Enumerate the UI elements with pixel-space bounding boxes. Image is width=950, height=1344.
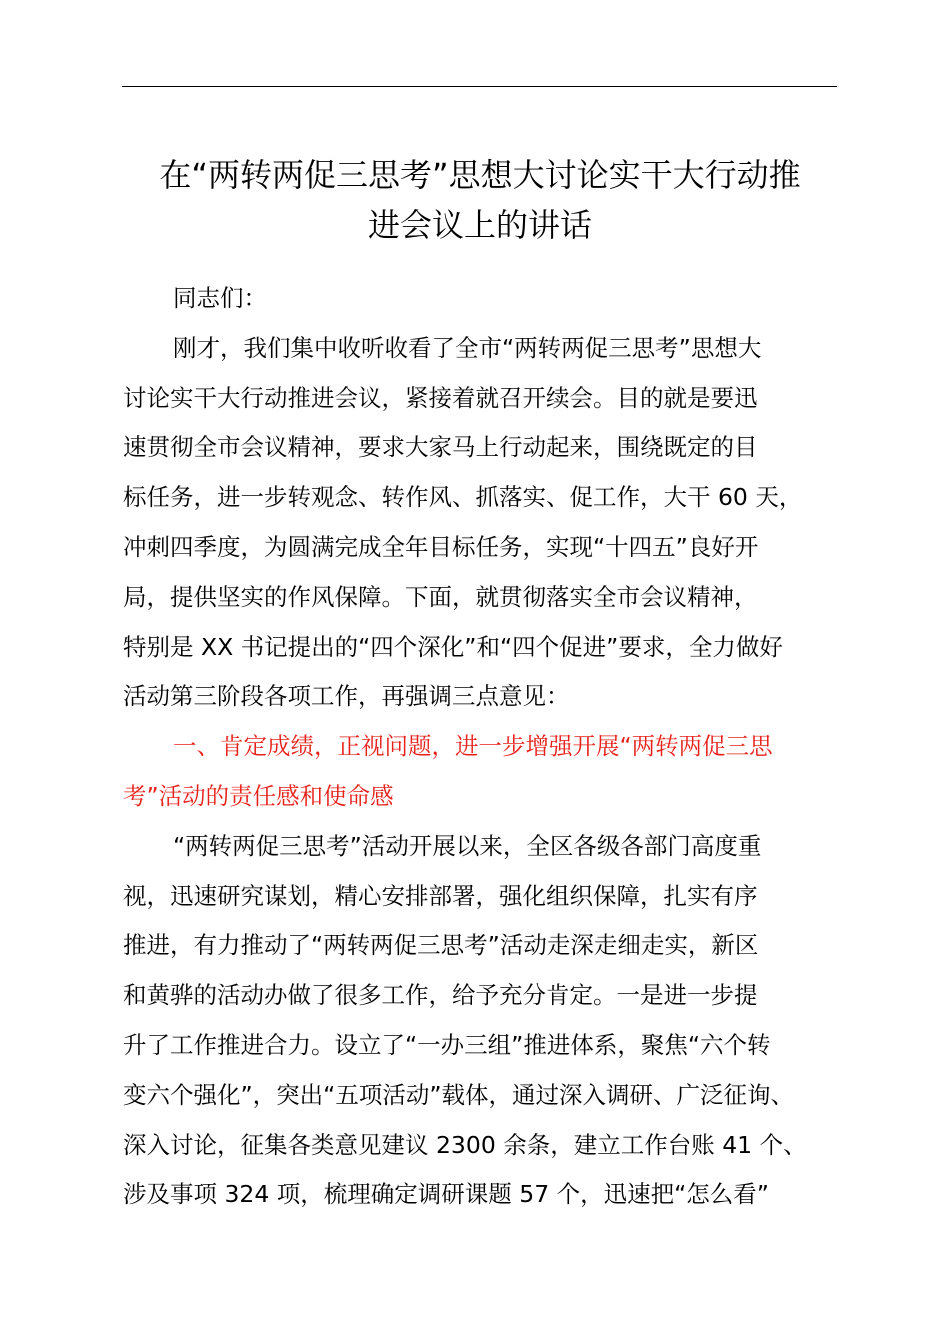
- paragraph-line: 推进，有力推动了“两转两促三思考”活动走深走细走实，新区: [123, 931, 759, 960]
- paragraph-line: 深入讨论，征集各类意见建议 2300 余条，建立工作台账 41 个、: [123, 1130, 807, 1159]
- paragraph-line: 视，迅速研究谋划，精心安排部署，强化组织保障，扎实有序: [123, 881, 758, 910]
- document-body: [123, 274, 843, 1220]
- paragraph-line: 冲刺四季度，为圆满完成全年目标任务，实现“十四五”良好开: [123, 532, 759, 561]
- paragraph-line: “两转两促三思考”活动开展以来，全区各级各部门高度重: [173, 831, 762, 860]
- paragraph-line: 讨论实干大行动推进会议，紧接着就召开续会。目的就是要迅: [123, 383, 758, 412]
- paragraph-line: 升了工作推进合力。设立了“一办三组”推进体系，聚焦“六个转: [123, 1030, 771, 1059]
- paragraph-line: 特别是 XX 书记提出的“四个深化”和“四个促进”要求，全力做好: [123, 632, 783, 661]
- paragraph-line: 速贯彻全市会议精神，要求大家马上行动起来，围绕既定的目: [123, 433, 758, 462]
- header-rule: [122, 86, 837, 87]
- salutation: 同志们：: [173, 284, 267, 312]
- section-heading-line: 一、肯定成绩，正视问题，进一步增强开展“两转两促三思: [173, 732, 773, 761]
- document-title: [110, 150, 850, 250]
- title-line-1: 在“两转两促三思考”思想大讨论实干大行动推: [159, 156, 801, 194]
- section-heading-line: 考”活动的责任感和使命感: [123, 781, 394, 810]
- paragraph-line: 涉及事项 324 项，梳理确定调研课题 57 个，迅速把“怎么看”: [123, 1180, 769, 1209]
- paragraph-line: 和黄骅的活动办做了很多工作，给予充分肯定。一是进一步提: [123, 981, 758, 1010]
- paragraph-line: 刚才，我们集中收听收看了全市“两转两促三思考”思想大: [173, 333, 762, 362]
- paragraph-line: 活动第三阶段各项工作，再强调三点意见：: [123, 682, 570, 711]
- paragraph-line: 变六个强化”，突出“五项活动”载体，通过深入调研、广泛征询、: [123, 1080, 795, 1109]
- paragraph-line: 局，提供坚实的作风保障。下面，就贯彻落实全市会议精神，: [123, 582, 758, 611]
- paragraph-line: 标任务，进一步转观念、转作风、抓落实、促工作，大干 60 天，: [123, 483, 803, 512]
- title-line-2: 进会议上的讲话: [367, 206, 592, 244]
